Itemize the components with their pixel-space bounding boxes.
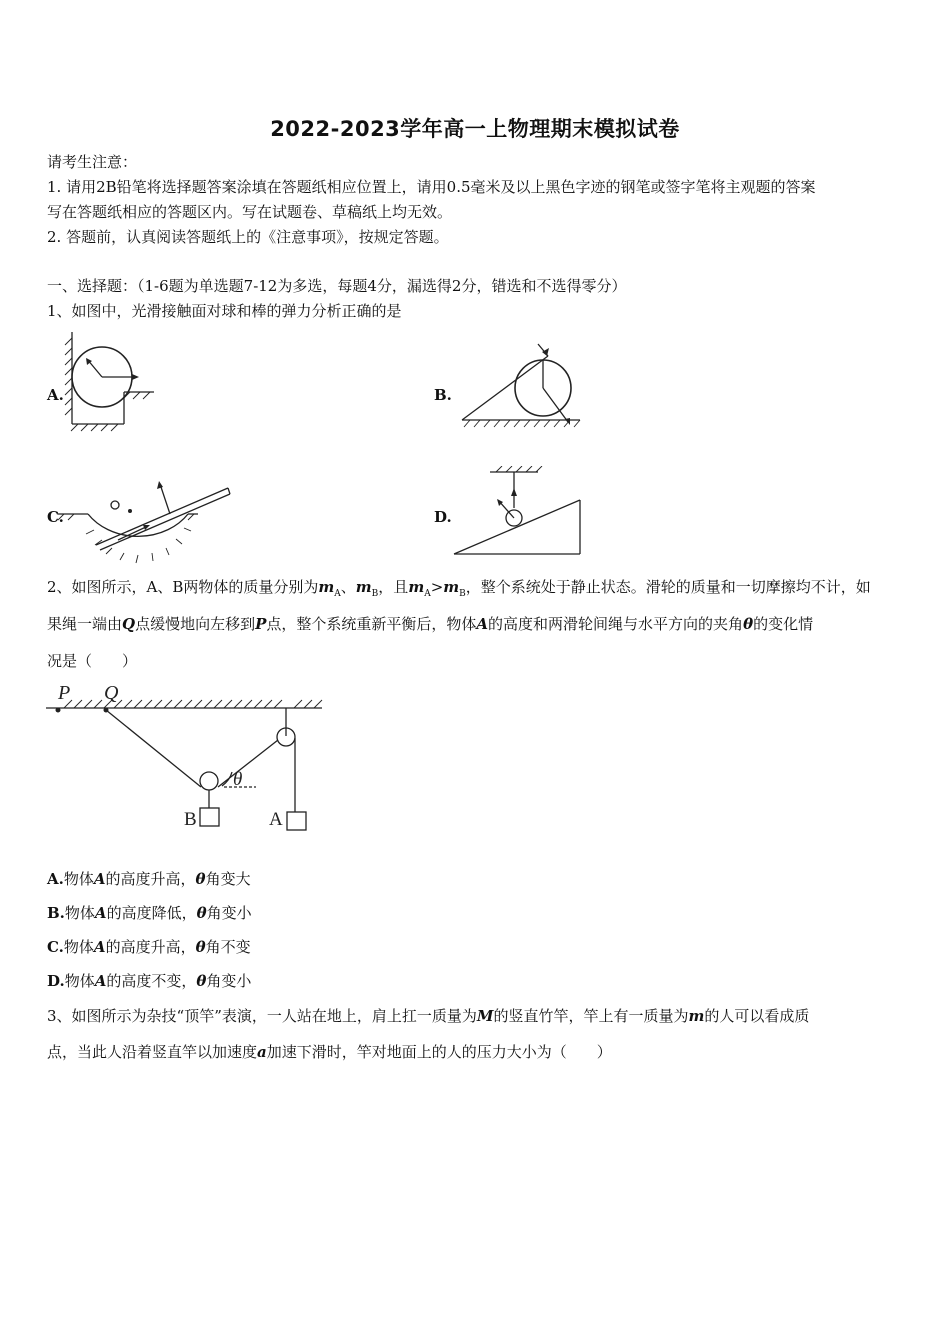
q3-stem-line-1: 3、如图所示为杂技“顶竿”表演，一人站在地上，肩上扛一质量为M的竖直竹竿，竿上有一质量为m的人可以看成质 [47, 1007, 810, 1025]
q1-stem: 1、如图中，光滑接触面对球和棒的弹力分析正确的是 [47, 302, 402, 320]
q2-option-b: B.物体A的高度降低，θ角变小 [47, 904, 252, 922]
q2-label-q: Q [104, 682, 119, 704]
q1-option-d-label: D. [434, 508, 452, 526]
q1-option-b-label: B. [434, 386, 452, 404]
q1-option-a-label: A. [47, 386, 64, 404]
q2-label-p: P [58, 682, 71, 704]
q2-option-a: A.物体A的高度升高，θ角变大 [47, 870, 251, 888]
q3-stem-line-2: 点，当此人沿着竖直竿以加速度a加速下滑时，竿对地面上的人的压力大小为（ ） [47, 1043, 612, 1061]
q1-figure-b [458, 340, 588, 435]
q2-label-a: A [269, 809, 283, 830]
q2-stem-line-1: 2、如图所示，A、B两物体的质量分别为$m_A$、$m_B$，且$m_A>m_B$，整个系统处于静止状态。滑轮的质量和一切摩擦均不计，如 [47, 578, 871, 599]
q2-option-d: D.物体A的高度不变，θ角变小 [47, 972, 252, 990]
q2-pulley-figure [44, 680, 326, 836]
q1-figure-c [58, 478, 238, 566]
q1-option-c-label: C. [47, 508, 64, 526]
q2-stem-line-2: 果绳一端由Q点缓慢地向左移到P点，整个系统重新平衡后，物体A的高度和两滑轮间绳与水平方向的夹角θ的变化情 [47, 615, 814, 633]
page-title: 2022-2023学年高一上物理期末模拟试卷 [270, 117, 680, 141]
q2-label-theta: θ [233, 769, 243, 790]
notice-item-1-line-1: 1. 请用2B铅笔将选择题答案涂填在答题纸相应位置上，请用0.5毫米及以上黑色字迹的钢笔或签字笔将主观题的答案 [47, 178, 816, 196]
section-heading: 一、选择题：（1-6题为单选题7-12为多选，每题4分，漏选得2分，错选和不选得零分） [47, 277, 627, 295]
notice-item-2: 2. 答题前，认真阅读答题纸上的《注意事项》，按规定答题。 [47, 228, 449, 246]
notice-item-1-line-2: 写在答题纸相应的答题区内。写在试题卷、草稿纸上均无效。 [47, 203, 453, 221]
q2-option-c: C.物体A的高度升高，θ角不变 [47, 938, 251, 956]
notice-heading: 请考生注意： [47, 153, 138, 171]
q1-figure-a [62, 332, 162, 432]
q2-stem-line-3: 况是（ ） [47, 652, 138, 670]
q1-figure-d [450, 466, 590, 561]
q2-label-b: B [184, 809, 197, 830]
